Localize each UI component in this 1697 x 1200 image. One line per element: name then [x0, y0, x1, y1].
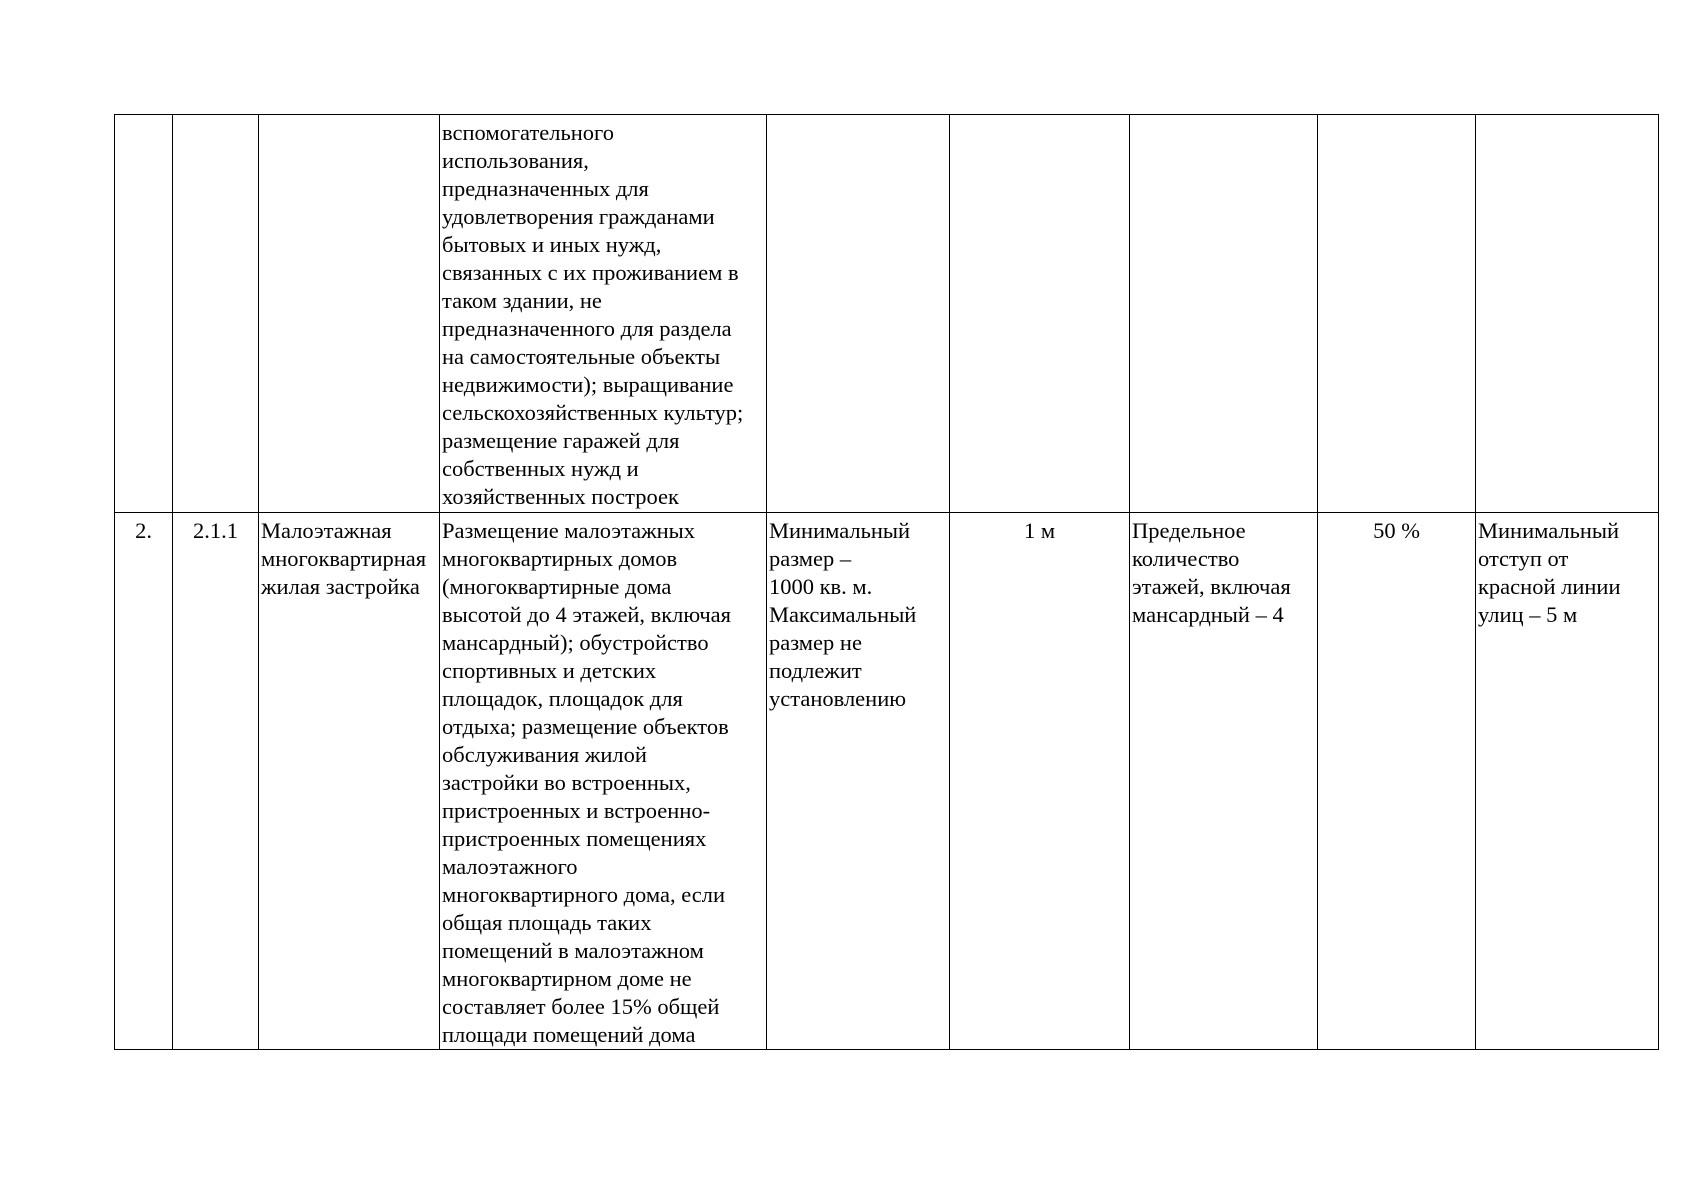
min-setback: 1 м	[950, 513, 1130, 1050]
text-line: многоквартирная	[261, 546, 427, 571]
text-line: мансардный); обустройство	[442, 630, 709, 655]
text-line: количество	[1132, 546, 1240, 571]
row-number	[115, 115, 173, 513]
text-line: многоквартирного дома, если	[442, 882, 725, 907]
other-parameters	[1476, 513, 1659, 1050]
plot-size	[767, 513, 950, 1050]
plot-size	[767, 115, 950, 513]
text-line: таком здании, не	[442, 288, 602, 313]
min-setback	[950, 115, 1130, 513]
text-line: отступ от	[1478, 546, 1569, 571]
text-line: вспомогательного	[442, 120, 614, 145]
text-line: пристроенных помещениях	[442, 826, 707, 851]
use-description	[440, 115, 767, 513]
regulations-table	[114, 114, 1659, 1050]
text-line: Размещение малоэтажных	[442, 518, 696, 543]
text-line: застройки во встроенных,	[442, 770, 691, 795]
table-row	[115, 513, 1659, 1050]
text-line: Минимальный	[1478, 518, 1620, 543]
text-line: составляет более 15% общей	[442, 994, 720, 1019]
text-line: многоквартирном доме не	[442, 966, 692, 991]
text-line: удовлетворения гражданами	[442, 204, 715, 229]
max-coverage: 50 %	[1318, 513, 1476, 1050]
text-line: Предельное	[1132, 518, 1246, 543]
text-line: подлежит	[769, 658, 862, 683]
text-line: помещений в малоэтажном	[442, 938, 704, 963]
text-line: размер –	[769, 546, 852, 571]
text-line: хозяйственных построек	[442, 484, 679, 509]
text-line: спортивных и детских	[442, 658, 657, 683]
max-coverage	[1318, 115, 1476, 513]
text-line: жилая застройка	[261, 574, 420, 599]
text-line: связанных с их проживанием в	[442, 260, 739, 285]
text-line: отдыха; размещение объектов	[442, 714, 729, 739]
text-line: Малоэтажная	[261, 518, 392, 543]
row-number: 2.	[115, 513, 173, 1050]
text-line: мансардный – 4	[1132, 602, 1284, 627]
text-line: размер не	[769, 630, 862, 655]
text-line: на самостоятельные объекты	[442, 344, 721, 369]
text-line: недвижимости); выращивание	[442, 372, 734, 397]
use-description	[440, 513, 767, 1050]
text-line: сельскохозяйственных культур;	[442, 400, 744, 425]
text-line: площади помещений дома	[442, 1022, 696, 1047]
table-row	[115, 115, 1659, 513]
use-code: 2.1.1	[173, 513, 259, 1050]
text-line: Минимальный	[769, 518, 911, 543]
text-line: общая площадь таких	[442, 910, 652, 935]
text-line: высотой до 4 этажей, включая	[442, 602, 731, 627]
max-floors	[1130, 115, 1318, 513]
text-line: собственных нужд и	[442, 456, 639, 481]
text-line: (многоквартирные дома	[442, 574, 672, 599]
text-line: предназначенного для раздела	[442, 316, 732, 341]
text-line: предназначенных для	[442, 176, 649, 201]
text-line: установлению	[769, 686, 907, 711]
text-line: Максимальный	[769, 602, 917, 627]
text-line: улиц – 5 м	[1478, 602, 1578, 627]
text-line: использования,	[442, 148, 589, 173]
use-name	[259, 115, 440, 513]
max-floors	[1130, 513, 1318, 1050]
text-line: площадок, площадок для	[442, 686, 683, 711]
text-line: 1000 кв. м.	[769, 574, 873, 599]
text-line: бытовых и иных нужд,	[442, 232, 662, 257]
text-line: красной линии	[1478, 574, 1621, 599]
use-name	[259, 513, 440, 1050]
other-parameters	[1476, 115, 1659, 513]
text-line: этажей, включая	[1132, 574, 1291, 599]
text-line: малоэтажного	[442, 854, 578, 879]
use-code	[173, 115, 259, 513]
text-line: обслуживания жилой	[442, 742, 647, 767]
text-line: размещение гаражей для	[442, 428, 680, 453]
text-line: пристроенных и встроенно-	[442, 798, 711, 823]
text-line: многоквартирных домов	[442, 546, 678, 571]
